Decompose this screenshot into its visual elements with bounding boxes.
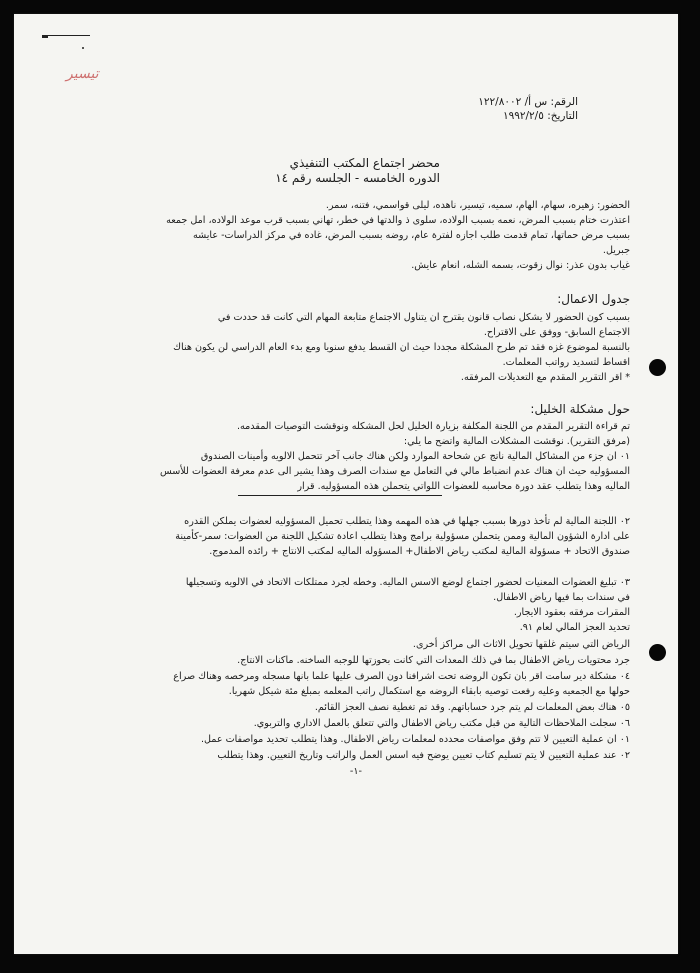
reference-number: الرقم: س أ/ ١٢٢/٨٠٠٢ xyxy=(478,96,578,108)
attendance-line: اعتذرت ختام بسبب المرض، نعمه بسبب الولاده، سلوى ذ والدتها في خطر، تهاني بسبب قرب موعد الولاده، امل جمعه xyxy=(166,215,630,226)
punch-hole xyxy=(649,644,666,661)
khalil-line: المسؤوليه حيث ان هناك عدم انضباط مالي في التعامل مع سندات الصرف وهذا يشير الى عدم معرفة العضوات للأسس xyxy=(160,466,630,477)
agenda-heading: جدول الاعمال: xyxy=(557,292,630,306)
body-line: جرد محتويات رياض الاطفال بما في ذلك المعدات التي كانت بحوزتها للوجبه الساخنه. ماكنات الانتاج. xyxy=(237,655,630,666)
punch-hole xyxy=(649,359,666,376)
khalil-line: تم قراءة التقرير المقدم من اللجنة المكلفة بزيارة الخليل لحل المشكله ونوقشت التوصيات المقدمه. xyxy=(236,421,630,432)
item-2-line: ٠٢ اللجنة المالية لم تأخذ دورها بسبب جهلها في هذه المهمه وهذا يتطلب تحميل المسؤوليه لعضوات يملكن القدره xyxy=(184,516,630,527)
body-line: الرياض التي سيتم غلقها تحويل الاثاث الى مراكز أخرى. xyxy=(412,639,630,650)
item-2-line: على ادارة الشؤون المالية وممن يتحملن مسؤولية برامج وهذا يتطلب اعادة تشكيل اللجنة من العضوات: سمر-كأمينة xyxy=(175,531,630,542)
body-line: حولها مع الجمعيه وعليه رفعت توصيه بابقاء الروضه مع استكمال راتب المعلمه بمبلغ مئة شيكل شهريا. xyxy=(228,686,630,697)
agenda-line: بسبب كون الحضور لا يشكل نصاب قانون يقترح ان يتناول الاجتماع متابعة المهام التي كانت قد حددت في xyxy=(217,312,630,323)
item-2-line: صندوق الاتحاد + مسؤولة المالية لمكتب رياض الاطفال+ المسؤوله الماليه لمكتب الانتاج + رائده المدموج. xyxy=(209,546,630,557)
page-number: -١- xyxy=(349,766,362,777)
item-3-line: تحديد العجز المالي لعام ٩١. xyxy=(519,622,630,633)
khalil-line: (مرفق التقرير). نوقشت المشكلات المالية واتضح ما يلي: xyxy=(403,436,630,447)
agenda-line: بالنسبة لموضوع غزه فقد تم طرح المشكلة مجددا حيث ان القسط يدفع سنويا ومع بدء العام الدراسي لن يكون هناك xyxy=(173,342,630,353)
agenda-line: اقساط لتسديد رواتب المعلمات. xyxy=(502,357,630,368)
handwritten-stamp: تيسير xyxy=(66,66,99,82)
khalil-heading: حول مشكلة الخليل: xyxy=(530,402,630,416)
item-3-line: في سندات بما فيها رياض الاطفال. xyxy=(493,592,630,603)
item-3-line: المقرات مرفقه بعقود الايجار. xyxy=(513,607,630,618)
attendance-line: جبريل. xyxy=(602,245,630,256)
khalil-line: ٠١ ان جزء من المشاكل المالية ناتج عن شحاحة الموارد ولكن هناك جانب آخر تتحمل الالويه وأمينات الصندوق xyxy=(200,451,630,462)
body-line: ٠٢ عند عملية التعيين لا يتم تسليم كتاب تعيين يوضح فيه اسس العمل والراتب وتاريخ التعيين. وهذا يتطلب xyxy=(217,750,630,761)
document-title: محضر اجتماع المكتب التنفيذي xyxy=(289,156,440,170)
session-title: الدوره الخامسه - الجلسه رقم ١٤ xyxy=(275,171,440,185)
agenda-line: * اقر التقرير المقدم مع التعديلات المرفقه. xyxy=(460,372,630,383)
top-left-dot xyxy=(82,47,84,49)
underline xyxy=(238,495,442,496)
attendance-line: غياب بدون عذر: نوال زقوت، بسمه الشله، انعام عايش. xyxy=(411,260,630,271)
document-date: التاريخ: ١٩٩٢/٢/٥ xyxy=(502,110,578,122)
attendance-line: بسبب مرض حماتها، تمام قدمت طلب اجازه لفترة عام، روضه بسبب المرض، غاده في مركز الدراسات- عايشه xyxy=(193,230,630,241)
body-line: ٠٥ هناك بعض المعلمات لم يتم جرد حساباتهم. وقد تم تغطية نصف العجز القائم. xyxy=(314,702,630,713)
item-3-line: ٠٣ تبليغ العضوات المعنيات لحضور اجتماع لوضع الاسس الماليه. وخطه لجرد ممتلكات الاتحاد في الالويه وتسجيلها xyxy=(185,577,630,588)
body-line: ٠٦ سجلت الملاحظات التالية من قبل مكتب رياض الاطفال والتي تتعلق بالعمل الاداري والتربوي. xyxy=(253,718,630,729)
body-line: ٠١ ان عملية التعيين لا تتم وفق مواصفات محدده لمعلمات رياض الاطفال. وهذا يتطلب تحديد مواصفات عمل. xyxy=(200,734,630,745)
khalil-line: الماليه وهذا يتطلب عقد دورة محاسبه للعضوات اللواتي يتحملن هذه المسؤوليه. قرار xyxy=(297,481,630,492)
top-left-mark xyxy=(42,35,48,38)
agenda-line: الاجتماع السابق- ووفق على الاقتراح. xyxy=(483,327,630,338)
attendance-line: الحضور: زهيره، سهام، الهام، سميه، تيسير، ناهده، ليلى قواسمي، فتنه، سمر. xyxy=(325,200,630,211)
top-left-mark xyxy=(42,35,90,36)
document-page xyxy=(14,14,678,954)
body-line: ٠٤ مشكلة دير سامت اقر بان تكون الروضه تحت اشرافنا دون الصرف عليها علما بانها مسجله ومرخصه وهناك صراع xyxy=(173,671,630,682)
